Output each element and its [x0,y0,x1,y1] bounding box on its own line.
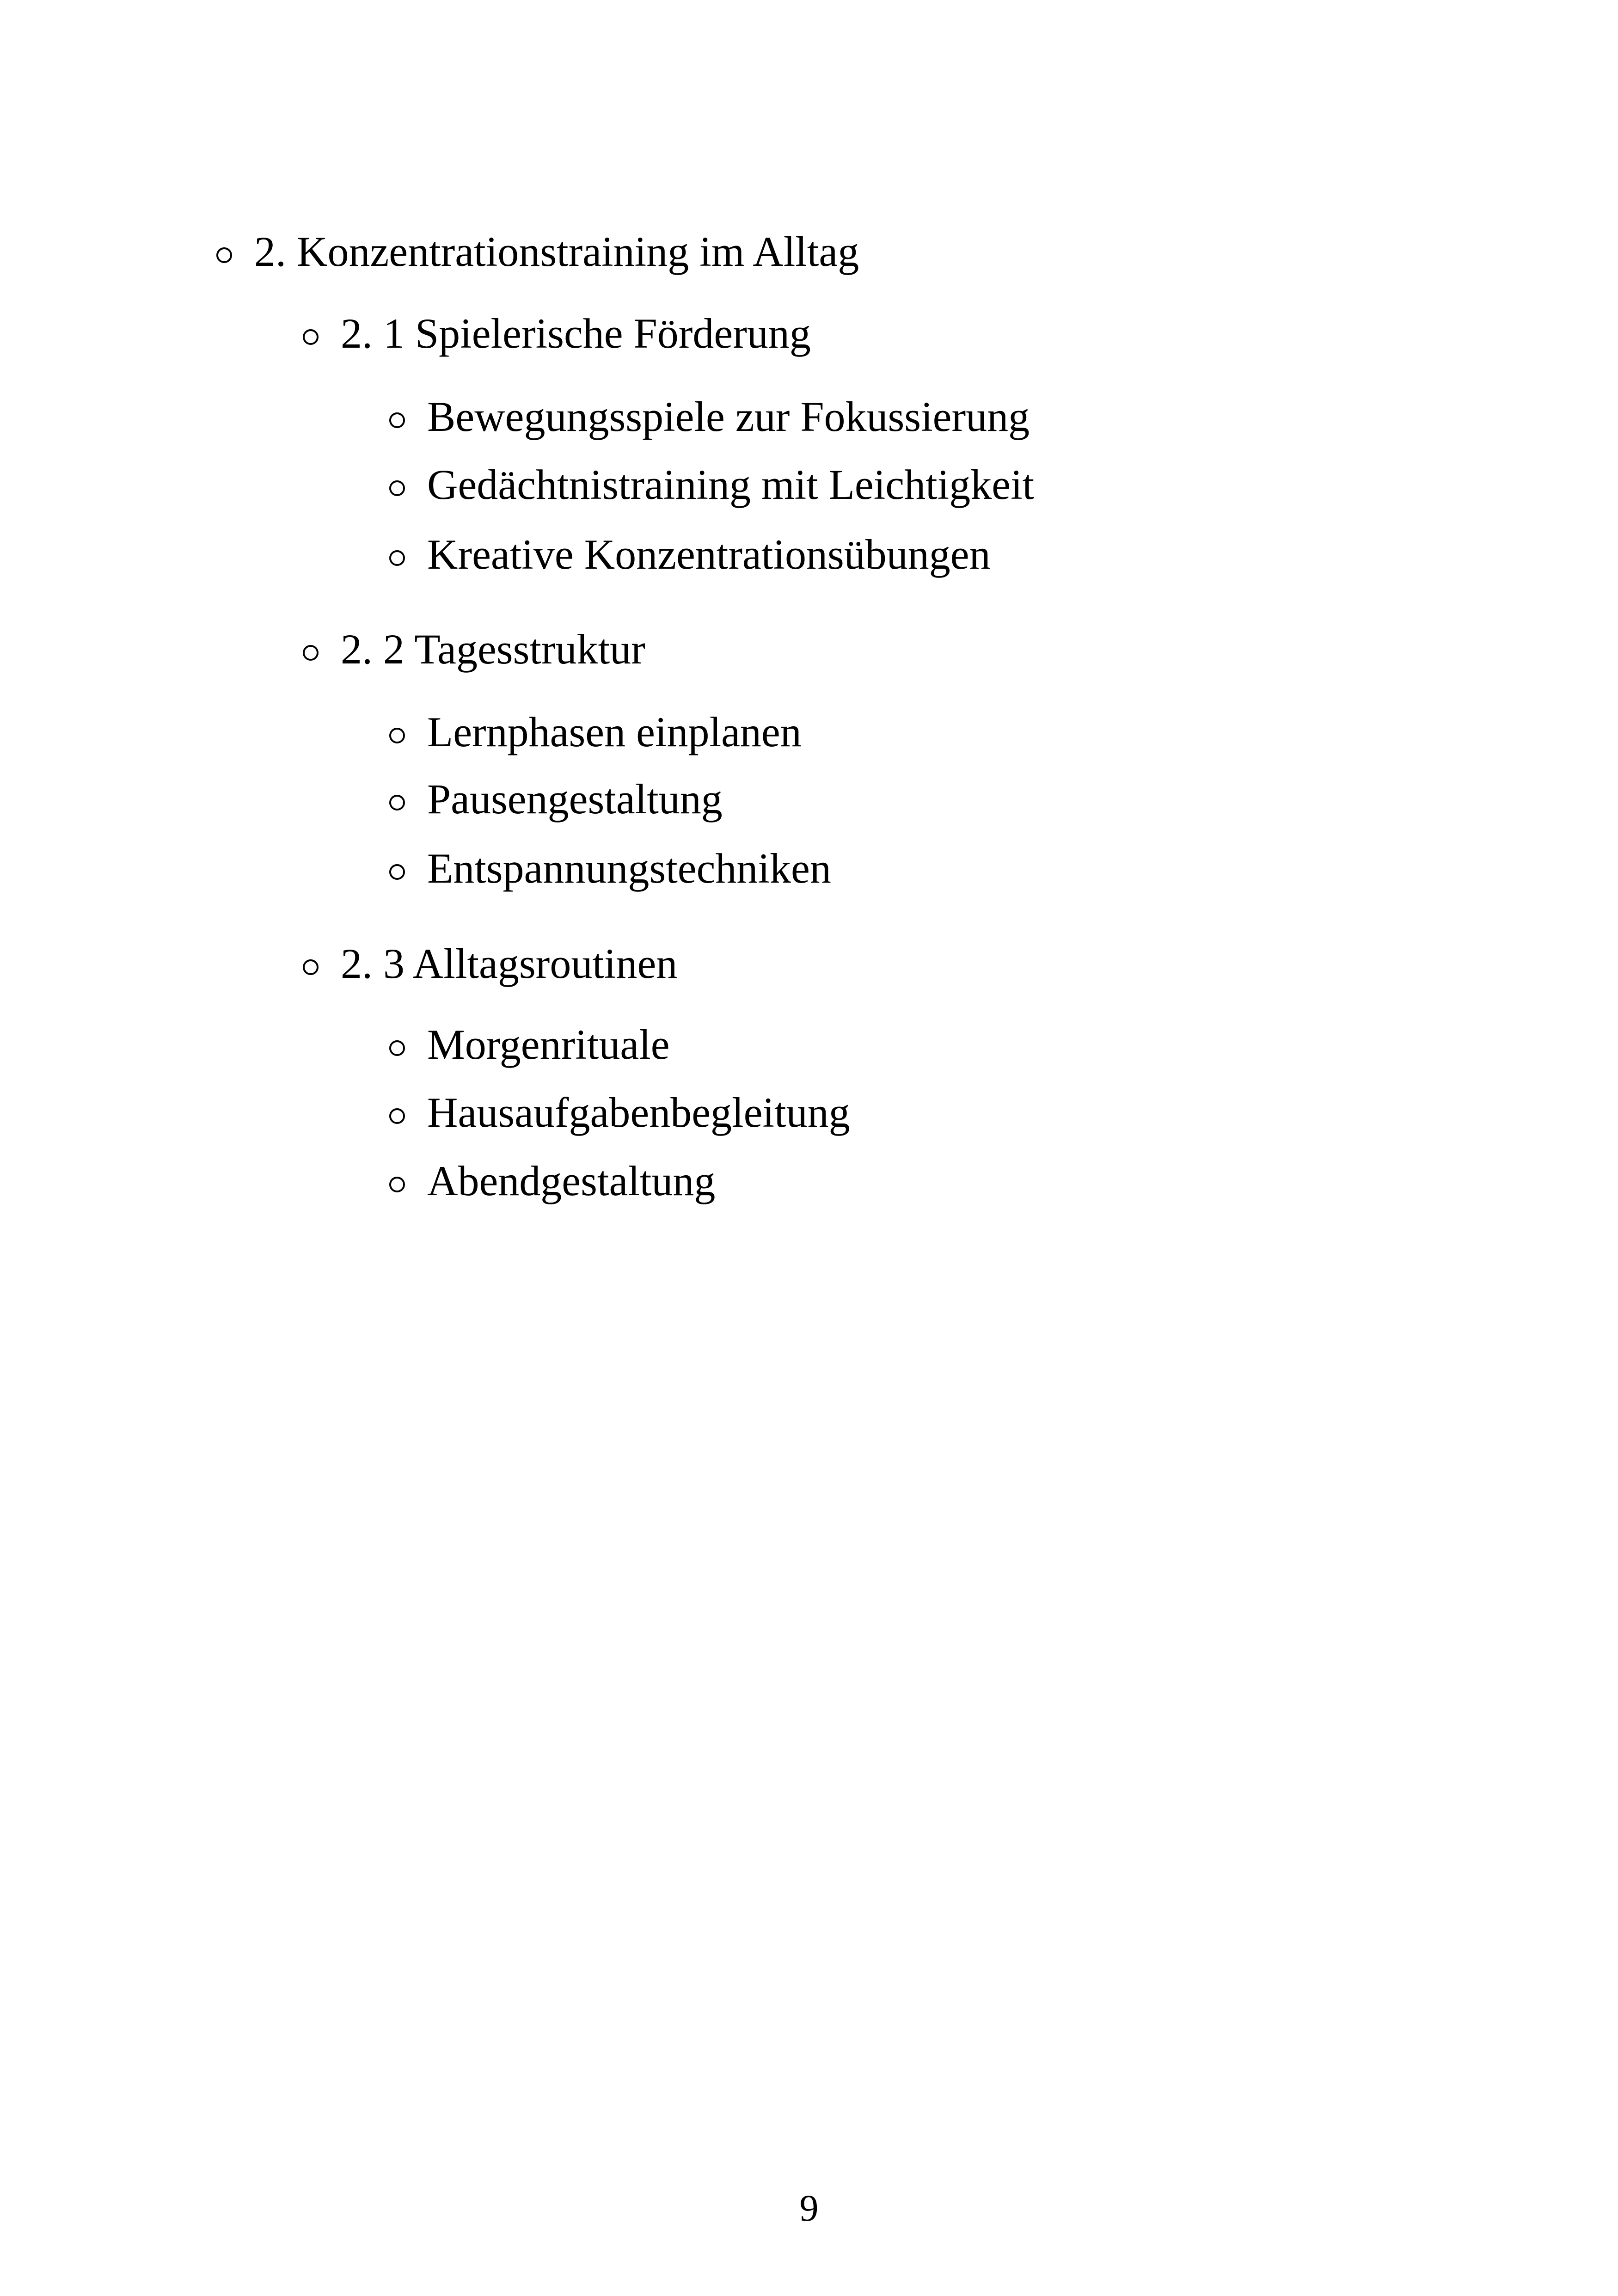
circle-bullet-icon [389,1108,405,1124]
outline-item-label: Hausaufgabenbegleitung [427,1089,850,1136]
outline-item-label: 2. 1 Spielerische Förderung [341,310,811,357]
outline-item-label: 2. 3 Alltagsroutinen [341,940,678,987]
outline-item-abendgestaltung [389,1157,716,1204]
circle-bullet-icon [389,412,405,428]
circle-bullet-icon [303,329,319,345]
page-number: 9 [799,2187,819,2229]
outline-item-label: Kreative Konzentrationsübungen [427,531,991,578]
outline-item-label: 2. Konzentrationstraining im Alltag [254,228,859,275]
outline-item-hausaufgabenbegleitung [389,1091,850,1134]
outline-item-label: Pausengestaltung [427,775,723,823]
circle-bullet-icon [389,480,405,496]
circle-bullet-icon [389,1040,405,1056]
outline-item-bewegungsspiele [389,395,1030,438]
circle-bullet-icon [303,645,319,661]
outline-item-alltagsroutinen [303,942,677,985]
outline-item-gedaechtnistraining [389,463,1034,506]
outline-item-label: Morgenrituale [427,1021,670,1068]
circle-bullet-icon [216,247,232,263]
outline-item-tagesstruktur [303,626,645,673]
circle-bullet-icon [389,1177,405,1192]
outline-item-label: Entspannungstechniken [427,845,831,892]
circle-bullet-icon [389,864,405,880]
outline-item-label: Lernphasen einplanen [427,708,802,755]
outline-item-label: 2. 2 Tagesstruktur [341,626,645,673]
outline-item-kreative-uebungen [389,533,991,576]
outline-item-entspannungstechniken [389,847,831,890]
outline-item-morgenrituale [389,1023,670,1066]
outline-item-pausengestaltung [389,775,723,823]
circle-bullet-icon [389,550,405,566]
outline-item-konzentrationstraining [216,230,859,273]
outline-item-spielerische-foerderung [303,312,811,355]
outline-item-label: Bewegungsspiele zur Fokussierung [427,393,1030,440]
circle-bullet-icon [303,959,319,975]
outline-item-lernphasen [389,708,802,755]
circle-bullet-icon [389,795,405,810]
outline-item-label: Gedächtnistraining mit Leichtigkeit [427,461,1035,508]
circle-bullet-icon [389,728,405,743]
outline-item-label: Abendgestaltung [427,1157,716,1204]
